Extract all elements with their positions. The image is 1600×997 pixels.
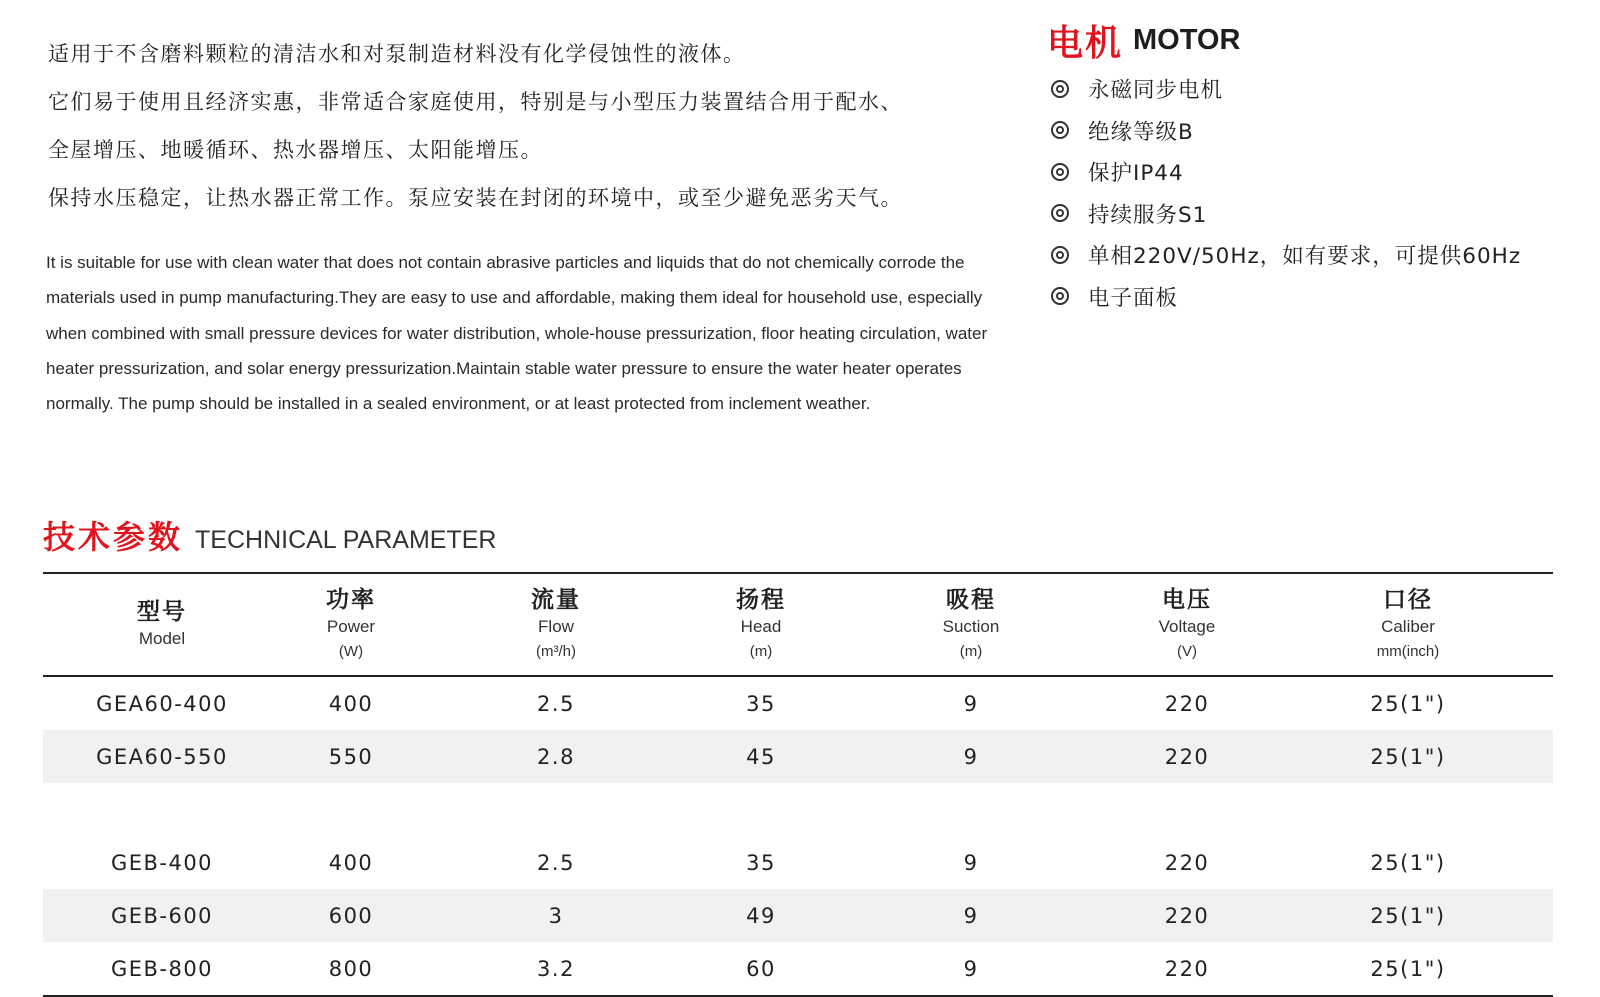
tech-title-en: TECHNICAL PARAMETER [195,526,497,554]
motor-feature-item [1047,68,1521,110]
header-cell-voltage [1111,574,1263,675]
cell-caliber: 25(1") [1370,956,1446,981]
cell-suction: 9 [963,956,979,981]
header-unit: (W) [338,642,364,660]
cell-head: 60 [746,956,776,981]
header-unit: (V) [1177,642,1197,660]
header-cell-suction [831,574,1111,675]
header-cell-flow [421,574,691,675]
intro-cn-line: 全屋增压、地暖循环、热水器增压、太阳能增压。 [48,138,543,162]
motor-feature-item [1047,110,1521,152]
intro-cn-line: 适用于不含磨料颗粒的清洁水和对泵制造材料没有化学侵蚀性的液体。 [48,42,746,66]
tech-section-title [43,512,496,558]
table-row [43,677,1553,730]
intro-english: It is suitable for use with clean water that does not contain abrasive particles and liquids that do not chemically corrode the materials used in pump manufacturing.They are easy to use and affordable, making them ideal for household use, especially when combined with small pressure devices for water distribution, whole-house pressurization, floor heating circulation, water heater pressurization, and solar energy pressurization.Maintain stable water pressure to ensure the water heater operates normally. The pump should be installed in a sealed environment, or at least protected from inclement weather. [46,253,988,414]
cell-model: GEB-400 [110,850,214,875]
header-unit: (m) [749,642,773,660]
cell-model: GEA60-400 [96,691,228,716]
cell-caliber: 25(1") [1370,903,1446,928]
motor-title-en: MOTOR [1133,23,1241,56]
table-row [43,942,1553,995]
cell-head: 35 [746,850,776,875]
cell-suction: 9 [963,903,979,928]
cell-head: 35 [746,691,776,716]
header-cn: 口径 [1383,586,1433,613]
header-en: Flow [538,616,574,636]
header-cn: 电压 [1162,586,1212,613]
motor-feature-item [1047,276,1521,318]
header-row [43,574,1553,675]
table-header [43,574,1553,675]
motor-feature-list [1047,68,1521,317]
tech-title-cn: 技术参数 [43,518,184,556]
cell-voltage: 220 [1164,744,1210,769]
header-cell-power [281,574,421,675]
motor-feature-text: 单相220V/50Hz，如有要求，可提供60Hz [1088,244,1522,270]
intro-cn-line: 保持水压稳定，让热水器正常工作。泵应安装在封闭的环境中，或至少避免恶劣天气。 [48,186,903,210]
cell-power: 600 [328,903,374,928]
motor-feature-text: 绝缘等级B [1088,119,1194,145]
cell-flow: 3.2 [537,956,575,981]
cell-flow: 2.5 [537,691,575,716]
header-cell-caliber [1263,574,1553,675]
header-unit: mm(inch) [1376,642,1440,660]
cell-caliber: 25(1") [1370,691,1446,716]
cell-model: GEB-600 [110,903,214,928]
cell-voltage: 220 [1164,850,1210,875]
cell-suction: 9 [963,691,979,716]
table-body [43,677,1553,995]
cell-head: 45 [746,744,776,769]
motor-feature-text: 永磁同步电机 [1088,78,1224,104]
cell-voltage: 220 [1164,691,1210,716]
header-cn: 吸程 [946,586,996,613]
cell-flow: 2.8 [537,744,575,769]
motor-section [1047,16,1521,317]
motor-feature-text: 电子面板 [1088,285,1179,311]
header-en: Model [138,628,186,648]
motor-feature-text: 保护IP44 [1088,161,1184,187]
header-en: Voltage [1158,616,1216,636]
motor-title-cn: 电机 [1047,22,1124,64]
header-cn: 功率 [326,586,376,613]
cell-head: 49 [746,903,776,928]
table-row [43,889,1553,942]
motor-title [1047,16,1521,64]
header-cn: 型号 [137,598,187,625]
cell-voltage: 220 [1164,903,1210,928]
header-cell-model [43,574,281,675]
header-cn: 流量 [531,586,581,613]
cell-voltage: 220 [1164,956,1210,981]
intro-chinese [48,30,1008,222]
header-en: Power [326,616,376,636]
intro-cn-line: 它们易于使用且经济实惠，非常适合家庭使用，特别是与小型压力装置结合用于配水、 [48,90,903,114]
cell-flow: 3 [548,903,564,928]
double-circle-icon [1051,204,1069,222]
motor-feature-item [1047,234,1521,276]
cell-model: GEB-800 [110,956,214,981]
double-circle-icon [1051,287,1069,305]
cell-power: 550 [328,744,374,769]
cell-model: GEA60-550 [96,744,228,769]
cell-caliber: 25(1") [1370,744,1446,769]
header-unit: (m) [959,642,983,660]
table-spacer [43,783,1553,836]
double-circle-icon [1051,80,1069,98]
header-cell-head [691,574,831,675]
header-en: Head [740,616,782,636]
header-unit: (m³/h) [536,642,576,660]
cell-flow: 2.5 [537,850,575,875]
motor-feature-item [1047,151,1521,193]
motor-feature-item [1047,193,1521,235]
tech-parameter-table [43,572,1553,997]
cell-suction: 9 [963,744,979,769]
header-en: Caliber [1381,616,1435,636]
table-row [43,836,1553,889]
table-row [43,730,1553,783]
double-circle-icon [1051,163,1069,181]
cell-power: 400 [328,850,374,875]
cell-power: 800 [328,956,374,981]
header-en: Suction [942,616,1000,636]
cell-power: 400 [328,691,374,716]
double-circle-icon [1051,121,1069,139]
header-cn: 扬程 [736,586,786,613]
motor-feature-text: 持续服务S1 [1088,202,1208,228]
double-circle-icon [1051,246,1069,264]
cell-suction: 9 [963,850,979,875]
cell-caliber: 25(1") [1370,850,1446,875]
